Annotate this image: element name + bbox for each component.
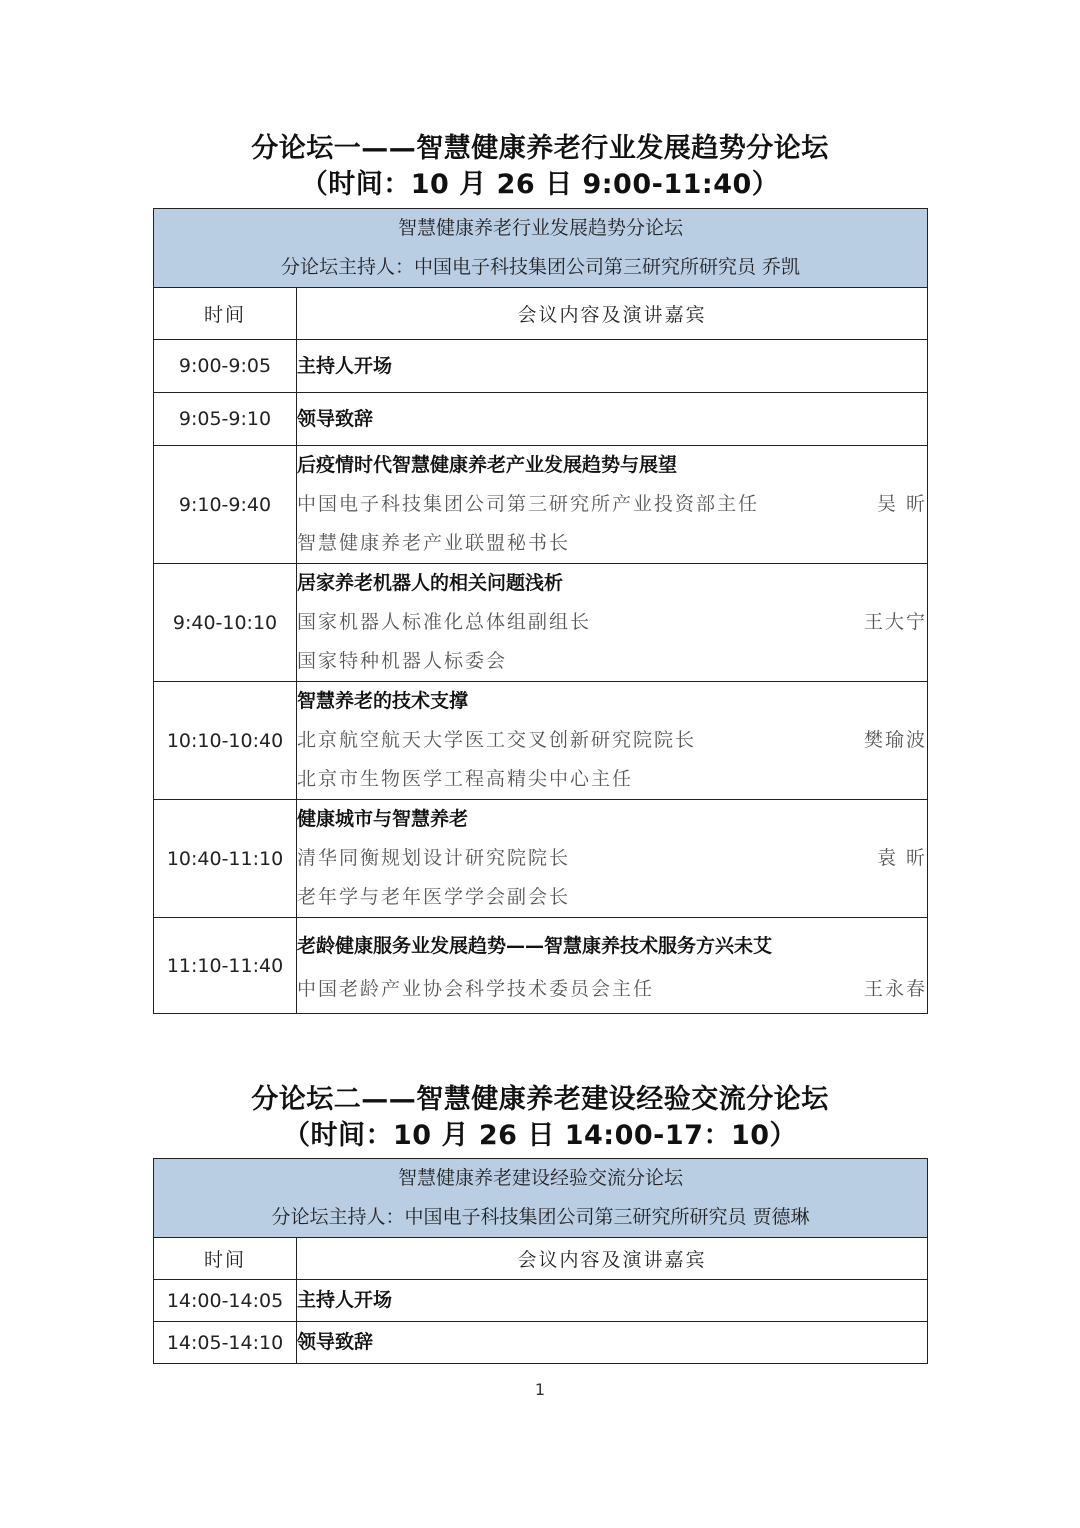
- forum2-title-block: [0, 1082, 1080, 1154]
- speaker-line: [297, 485, 927, 524]
- forum2-header-name: 智慧健康养老建设经验交流分论坛: [398, 1167, 684, 1189]
- speaker-title-secondary: 北京市生物医学工程高精尖中心主任: [297, 768, 634, 790]
- table-row: [154, 800, 928, 918]
- forum1-agenda-table: [153, 208, 928, 1014]
- speaker-title-secondary: 老年学与老年医学学会副会长: [297, 886, 571, 908]
- forum1-time: （时间：10 月 26 日 9:00-11:40）: [300, 169, 780, 200]
- table-row: [154, 682, 928, 800]
- row-content: [297, 1322, 928, 1364]
- table-row: [154, 393, 928, 446]
- row-time: 9:00-9:05: [154, 340, 297, 393]
- forum1-col-time: 时间: [154, 288, 297, 340]
- table-row: [154, 340, 928, 393]
- forum2-col-content: 会议内容及演讲嘉宾: [297, 1238, 928, 1280]
- forum1-title: 分论坛一——智慧健康养老行业发展趋势分论坛: [251, 133, 829, 164]
- forum1-header-host: 分论坛主持人：中国电子科技集团公司第三研究所研究员 乔凯: [280, 256, 801, 278]
- speaker-title: 国家机器人标准化总体组副组长: [297, 611, 592, 633]
- row-topic: 主持人开场: [297, 1289, 393, 1311]
- row-time: 10:40-11:10: [154, 800, 297, 918]
- row-content: [297, 564, 928, 682]
- speaker-name: 吴 昕: [876, 493, 928, 515]
- speaker-name: 樊瑜波: [864, 729, 928, 751]
- forum2-agenda-table: [153, 1158, 928, 1364]
- forum1-header-row: [154, 209, 928, 288]
- forum1-header-cell: [154, 209, 928, 288]
- row-time: 14:05-14:10: [154, 1322, 297, 1364]
- forum2-header-host: 分论坛主持人：中国电子科技集团公司第三研究所研究员 贾德琳: [271, 1206, 810, 1228]
- row-time: 9:05-9:10: [154, 393, 297, 446]
- row-content: [297, 918, 928, 1014]
- table-row: [154, 1280, 928, 1322]
- row-time: 9:40-10:10: [154, 564, 297, 682]
- speaker-title-secondary: 国家特种机器人标委会: [297, 650, 508, 672]
- row-content: [297, 1280, 928, 1322]
- page-number: 1: [534, 1380, 546, 1399]
- forum2-col-time: 时间: [154, 1238, 297, 1280]
- speaker-name: 王永春: [864, 978, 928, 1000]
- speaker-line: [297, 970, 927, 1009]
- speaker-title: 清华同衡规划设计研究院院长: [297, 847, 571, 869]
- row-time: 9:10-9:40: [154, 446, 297, 564]
- row-topic: 后疫情时代智慧健康养老产业发展趋势与展望: [297, 454, 678, 476]
- row-content: [297, 800, 928, 918]
- forum1-column-header-row: [154, 288, 928, 340]
- speaker-name: 王大宁: [864, 611, 928, 633]
- row-topic: 领导致辞: [297, 1331, 374, 1353]
- speaker-line: [297, 721, 927, 760]
- row-content: [297, 446, 928, 564]
- speaker-title: 中国电子科技集团公司第三研究所产业投资部主任: [297, 493, 760, 515]
- row-content: [297, 340, 928, 393]
- forum2-header-row: [154, 1159, 928, 1238]
- row-time: 14:00-14:05: [154, 1280, 297, 1322]
- row-topic: 健康城市与智慧养老: [297, 808, 469, 830]
- row-topic: 领导致辞: [297, 407, 374, 430]
- forum2-title: 分论坛二——智慧健康养老建设经验交流分论坛: [251, 1084, 829, 1115]
- table-row: [154, 1322, 928, 1364]
- speaker-title: 北京航空航天大学医工交叉创新研究院院长: [297, 729, 697, 751]
- table-row: [154, 446, 928, 564]
- row-topic: 主持人开场: [297, 354, 393, 377]
- forum2-header-cell: [154, 1159, 928, 1238]
- row-topic: 智慧养老的技术支撑: [297, 690, 469, 712]
- forum2-column-header-row: [154, 1238, 928, 1280]
- forum1-title-block: [0, 131, 1080, 203]
- row-topic: 居家养老机器人的相关问题浅析: [297, 572, 564, 594]
- forum2-time: （时间：10 月 26 日 14:00-17：10）: [282, 1120, 798, 1151]
- row-topic: 老龄健康服务业发展趋势——智慧康养技术服务方兴未艾: [297, 935, 773, 957]
- speaker-line: [297, 839, 927, 878]
- row-content: [297, 393, 928, 446]
- table-row: [154, 564, 928, 682]
- row-time: 11:10-11:40: [154, 918, 297, 1014]
- table-row: [154, 918, 928, 1014]
- row-content: [297, 682, 928, 800]
- speaker-line: [297, 603, 927, 642]
- row-time: 10:10-10:40: [154, 682, 297, 800]
- speaker-title-secondary: 智慧健康养老产业联盟秘书长: [297, 532, 571, 554]
- speaker-name: 袁 昕: [876, 847, 928, 869]
- forum1-col-content: 会议内容及演讲嘉宾: [297, 288, 928, 340]
- forum1-header-name: 智慧健康养老行业发展趋势分论坛: [398, 217, 684, 239]
- speaker-title: 中国老龄产业协会科学技术委员会主任: [297, 978, 655, 1000]
